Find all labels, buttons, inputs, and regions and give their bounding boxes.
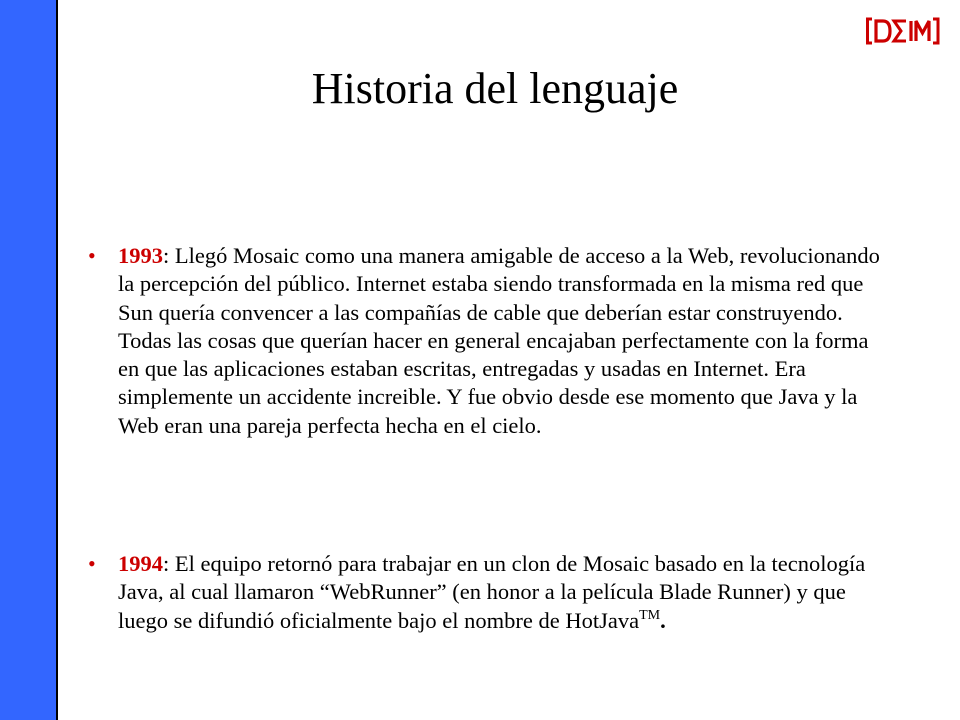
bullet-text <box>118 550 888 635</box>
bullet-1993 <box>88 242 888 440</box>
slide-title: Historia del lenguaje <box>311 64 679 113</box>
bullet-marker: • <box>88 551 96 576</box>
bullet-body: : El equipo retornó para trabajar en un clon de Mosaic basado en la tecnología Java, al cual llamaron “WebRunner” (en honor a la película Blade Runner) y que luego se difundió oficialmente bajo el nombre de HotJava <box>118 551 866 633</box>
trademark-superscript: TM <box>639 607 661 623</box>
dsim-logo <box>866 16 940 46</box>
bullet-marker: • <box>88 243 96 268</box>
bullet-1994 <box>88 550 888 635</box>
year-label: 1994 <box>118 551 163 576</box>
year-label: 1993 <box>118 243 163 268</box>
bullet-body: : Llegó Mosaic como una manera amigable de acceso a la Web, revolucionando la percepción del público. Internet estaba siendo transformada en la misma red que Sun quería convencer a las compañías de cable que deberían estar construyendo. Todas las cosas que querían hacer en general encajaban perfectamente con la forma en que las aplicaciones estaban escritas, entregadas y usadas en Internet. Era simplemente un accidente increible. Y fue obvio desde ese momento que Java y la Web eran una pareja perfecta hecha en el cielo. <box>118 243 880 438</box>
bullet-ending: . <box>660 607 666 633</box>
bullet-text <box>118 242 888 440</box>
